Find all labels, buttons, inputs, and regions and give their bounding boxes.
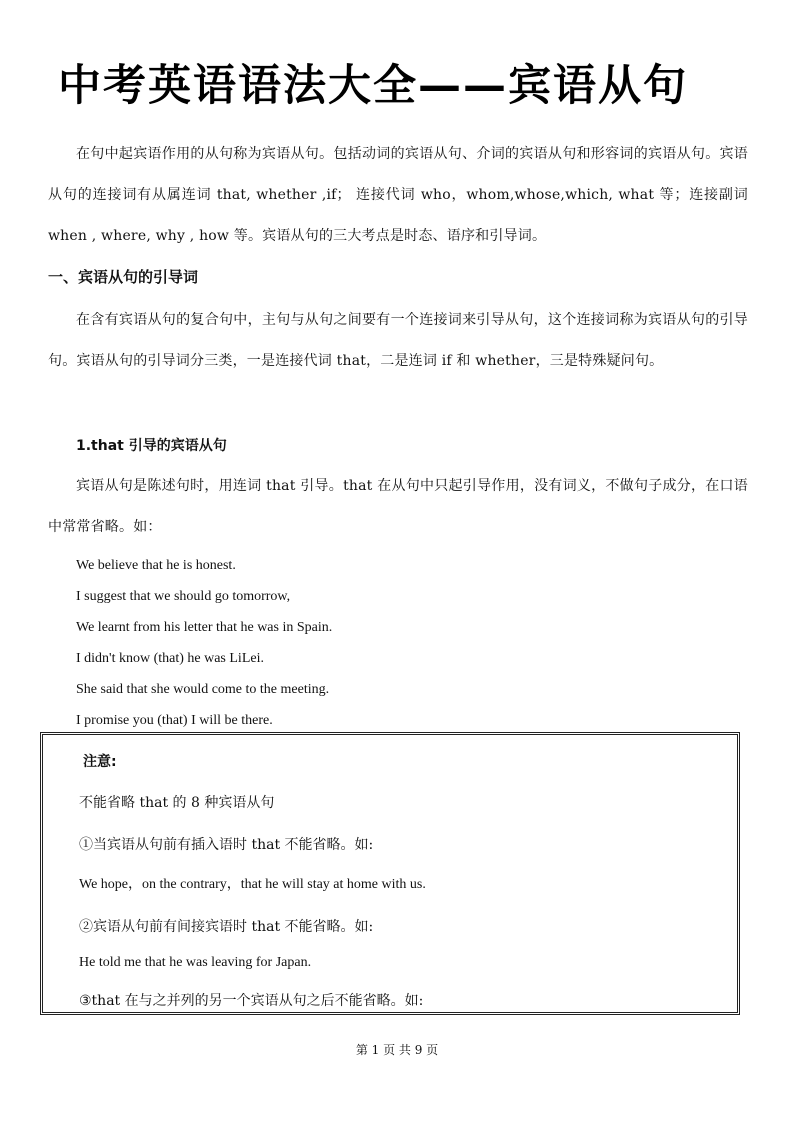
example-list [76, 550, 332, 736]
note-title: 注意: [83, 754, 117, 770]
page-title: 中考英语语法大全——宾语从句 [58, 61, 688, 111]
note-line: ②宾语从句前有间接宾语时 that 不能省略。如: [79, 919, 374, 935]
section-paragraph: 在含有宾语从句的复合句中，主句与从句之间要有一个连接词来引导从句，这个连接词称为宾语从句的引导句。宾语从句的引导词分三类，一是连接代词 that，二是连词 if 和 whether，三是特殊疑问句。 [48, 312, 748, 369]
example-sentence: She said that she would come to the meeting. [76, 682, 330, 697]
section-heading: 一、宾语从句的引导词 [48, 268, 199, 286]
note-line: 不能省略 that 的 8 种宾语从句 [79, 795, 275, 811]
example-sentence: I promise you (that) I will be there. [76, 713, 273, 728]
note-example: He told me that he was leaving for Japan. [79, 955, 312, 970]
example-sentence: I didn't know (that) he was LiLei. [76, 651, 264, 666]
example-sentence: We learnt from his letter that he was in Spain. [76, 620, 333, 635]
subsection-paragraph: 宾语从句是陈述句时，用连词 that 引导。that 在从句中只起引导作用，没有词义，不做句子成分，在口语中常常省略。如： [48, 478, 748, 535]
note-line: ③that 在与之并列的另一个宾语从句之后不能省略。如: [79, 993, 424, 1009]
subsection-heading: 1.that 引导的宾语从句 [76, 438, 227, 454]
note-box [40, 732, 740, 1015]
note-line: ①当宾语从句前有插入语时 that 不能省略。如: [79, 837, 374, 853]
intro-paragraph: 在句中起宾语作用的从句称为宾语从句。包括动词的宾语从句、介词的宾语从句和形容词的宾语从句。宾语从句的连接词有从属连词 that, whether ,if； 连接代词 who，whom,whose,which, what 等；连接副词 when , where, why , how 等。宾语从句的三大考点是时态、语序和引导词。 [48, 146, 748, 244]
note-example: We hope，on the contrary，that he will stay at home with us. [79, 877, 426, 892]
page-footer: 第 1 页 共 9 页 [355, 1043, 439, 1057]
example-sentence: We believe that he is honest. [76, 558, 236, 573]
example-sentence: I suggest that we should go tomorrow, [76, 589, 291, 604]
